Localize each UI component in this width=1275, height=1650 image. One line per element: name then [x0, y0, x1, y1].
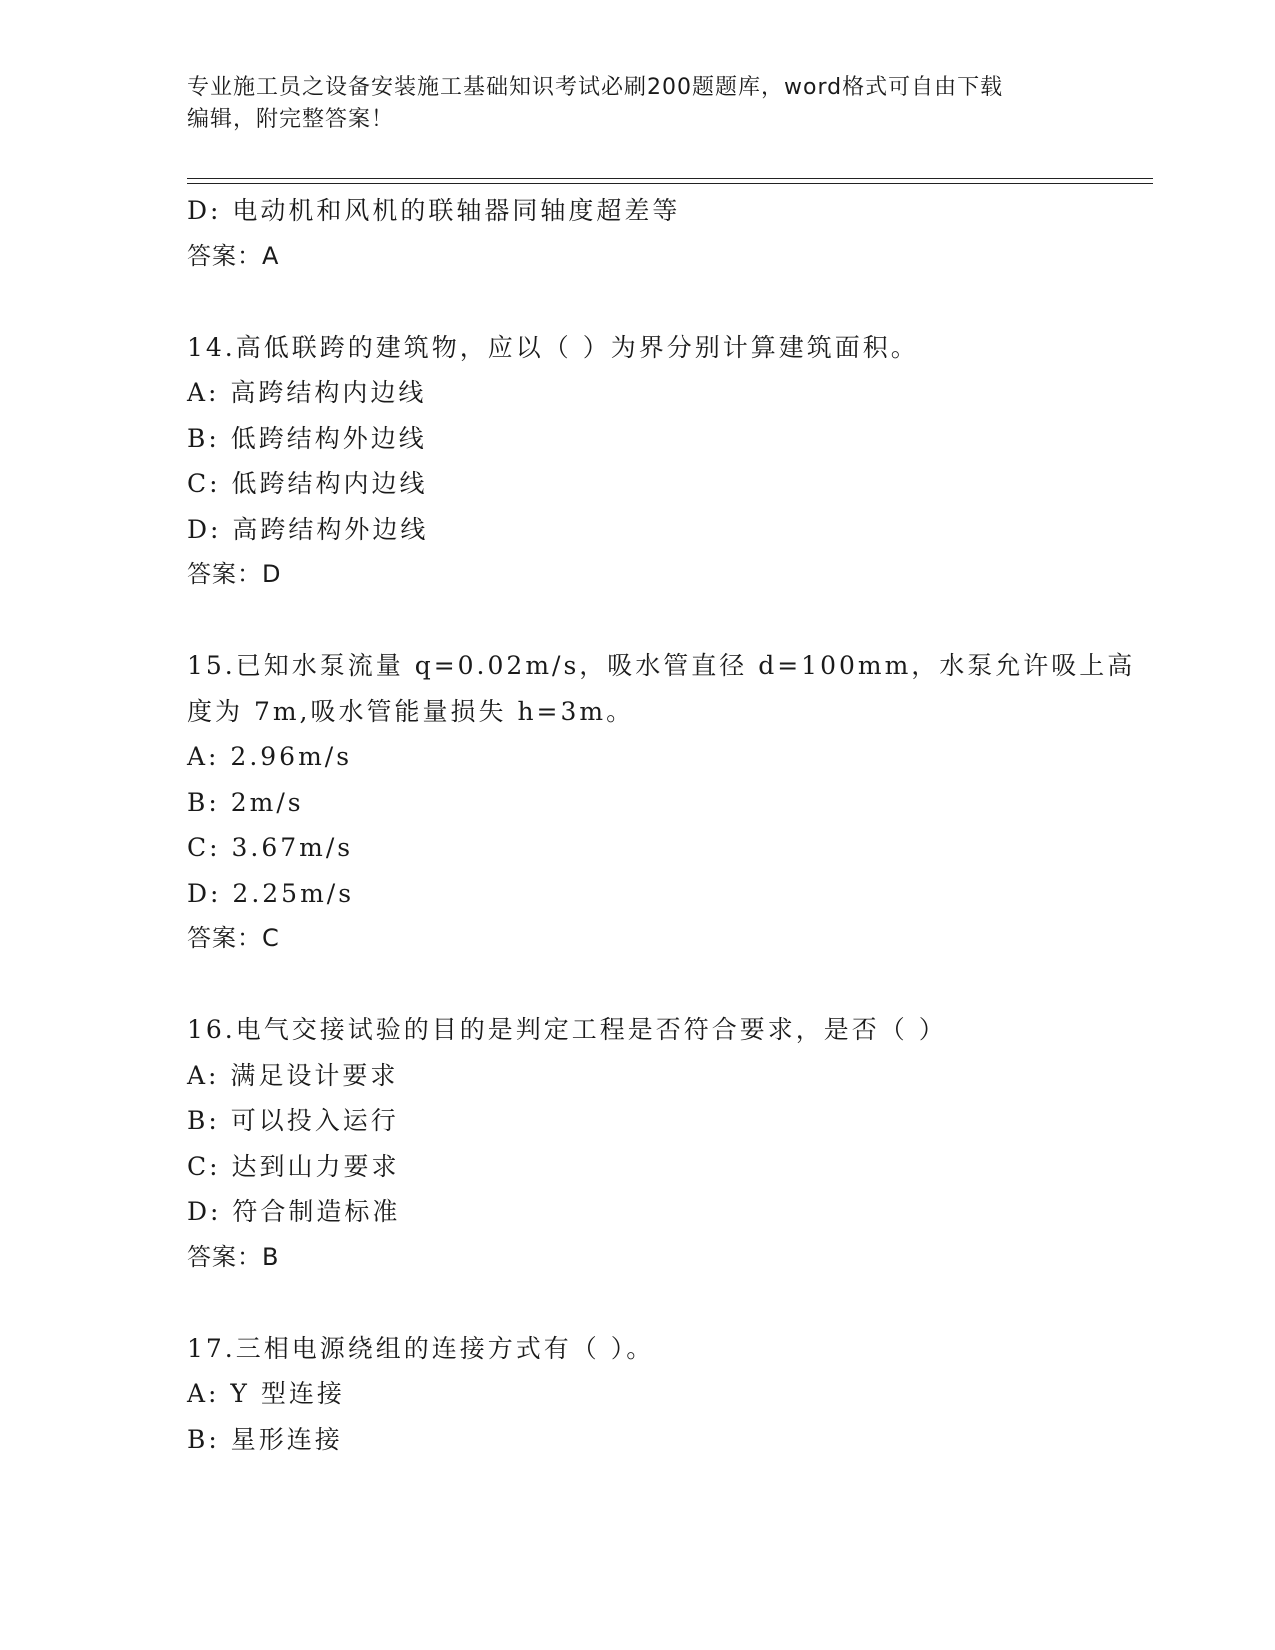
question-15 [187, 643, 1147, 962]
option-b: B: 2m/s [187, 787, 304, 817]
answer-line: 答案：B [187, 1242, 280, 1271]
option-a: A: 2.96m/s [187, 742, 353, 771]
question-list [187, 188, 1147, 1462]
option-a: A: 高跨结构内边线 [187, 378, 427, 407]
option-d: D: 电动机和风机的联轴器同轴度超差等 [187, 196, 681, 225]
header-divider-bottom [187, 183, 1153, 184]
spacer [187, 598, 1147, 644]
header-divider-top [187, 178, 1153, 179]
question-16 [187, 1007, 1147, 1280]
question-14 [187, 325, 1147, 598]
spacer [187, 962, 1147, 1008]
question-stem: 15.已知水泵流量 q=0.02m/s，吸水管直径 d=100mm，水泵允许吸上高 [187, 651, 1136, 680]
header-title-line-2: 编辑，附完整答案！ [187, 107, 395, 132]
option-c: C: 达到山力要求 [187, 1151, 400, 1181]
answer-line: 答案：A [187, 241, 280, 270]
option-b: B: 星形连接 [187, 1424, 343, 1454]
document-header [187, 72, 1087, 136]
option-a: A: Y 型连接 [187, 1379, 345, 1408]
question-stem: 16.电气交接试验的目的是判定工程是否符合要求，是否（ ） [187, 1015, 947, 1044]
answer-line: 答案：D [187, 560, 282, 588]
option-d: D: 高跨结构外边线 [187, 514, 429, 544]
question-17 [187, 1326, 1147, 1463]
option-c: C: 3.67m/s [187, 833, 354, 862]
header-title-line-1: 专业施工员之设备安装施工基础知识考试必刷200题题库，word格式可自由下载 [187, 75, 1004, 100]
question-stem-continued: 度为 7m,吸水管能量损失 h=3m。 [187, 696, 635, 726]
option-d: D: 符合制造标准 [187, 1197, 401, 1226]
option-b: B: 低跨结构外边线 [187, 423, 427, 453]
option-c: C: 低跨结构内边线 [187, 469, 428, 498]
question-stem: 14.高低联跨的建筑物，应以（ ）为界分别计算建筑面积。 [187, 332, 919, 362]
option-a: A: 满足设计要求 [187, 1060, 399, 1090]
option-d: D: 2.25m/s [187, 878, 355, 908]
question-stem: 17.三相电源绕组的连接方式有（ ）。 [187, 1333, 655, 1363]
option-b: B: 可以投入运行 [187, 1106, 399, 1135]
answer-line: 答案：C [187, 924, 280, 952]
spacer [187, 1280, 1147, 1326]
spacer [187, 279, 1147, 325]
